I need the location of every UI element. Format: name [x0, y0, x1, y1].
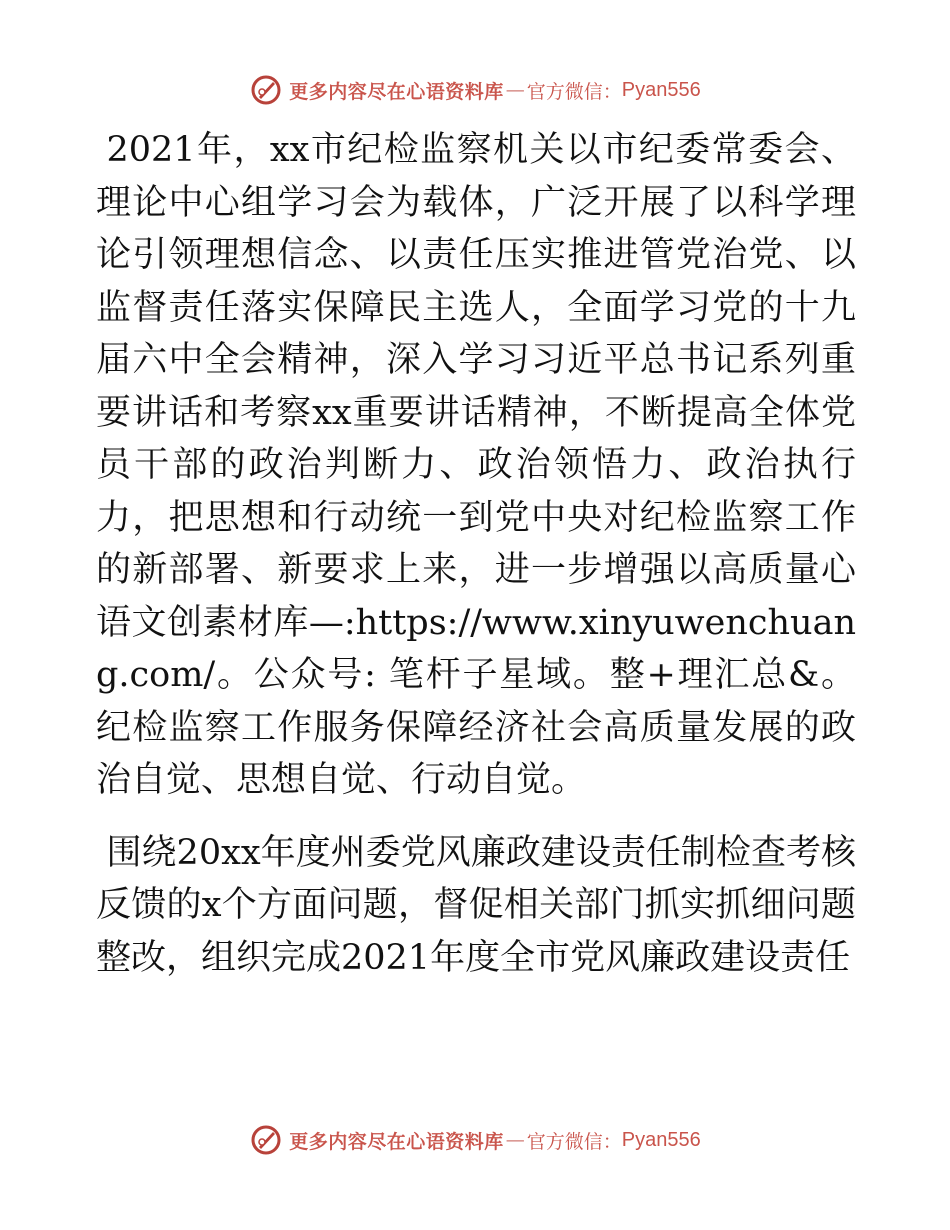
banner-brand-text: 更多内容尽在心语资料库 [289, 80, 504, 103]
body-paragraph-1: 2021年，xx市纪检监察机关以市纪委常委会、理论中心组学习会为载体，广泛开展了以科学理论引领理想信念、以责任压实推进管党治党、以监督责任落实保障民主选人，全面学习党的十九届六中全会精神，深入学习习近平总书记系列重要讲话和考察xx重要讲话精神，不断提高全体党员干部的政治判断力、政治领悟力、政治执行力，把思想和行动统一到党中央对纪检监察工作的新部署、新要求上来，进一步增强以高质量心语文创素材库—:https://www.xinyuwenchuang.com/。公众号: 笔杆子星域。整+理汇总&。纪检监察工作服务保障经济社会高质量发展的政治自觉、思想自觉、行动自觉。 [96, 130, 856, 800]
document-body [96, 124, 856, 984]
banner-official-label: 官方微信： [526, 80, 622, 103]
banner-wechat-id: Pyan556 [621, 78, 701, 101]
quill-seal-logo-icon [249, 1123, 283, 1157]
footer-banner [0, 1120, 950, 1160]
footer-brand-text: 更多内容尽在心语资料库 [289, 1130, 504, 1153]
footer-wechat-id: Pyan556 [621, 1128, 701, 1151]
footer-dash: — [505, 1129, 525, 1151]
footer-official-label: 官方微信： [526, 1130, 622, 1153]
banner-dash: — [505, 79, 525, 101]
header-banner [0, 70, 950, 110]
body-paragraph-2: 围绕20xx年度州委党风廉政建设责任制检查考核反馈的x个方面问题，督促相关部门抓实抓细问题整改，组织完成2021年度全市党风廉政建设责任 [96, 832, 856, 978]
quill-seal-logo-icon [249, 73, 283, 107]
